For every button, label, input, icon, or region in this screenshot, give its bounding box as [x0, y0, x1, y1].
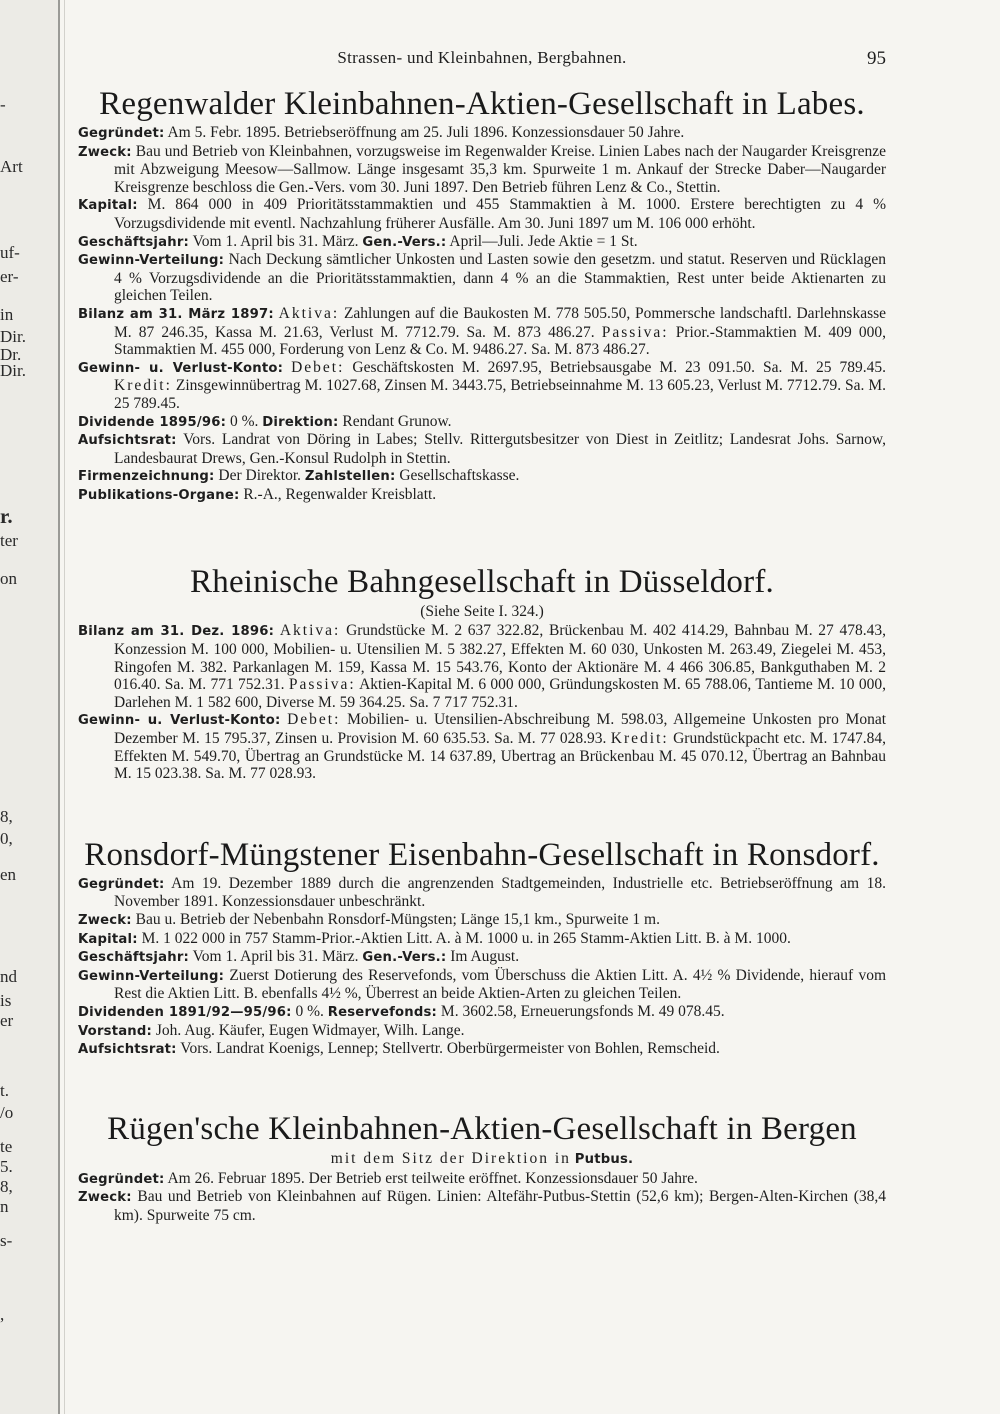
company-subtitle: (Siehe Seite I. 324.) [420, 603, 544, 621]
company-title: Rügen'sche Kleinbahnen-Aktien-Gesellschaft in Bergen [107, 1110, 857, 1147]
running-title: Strassen- und Kleinbahnen, Bergbahnen. [337, 48, 627, 67]
margin-fragment: t. [0, 1081, 9, 1100]
margin-fragment: te [0, 1137, 13, 1156]
entry-gewinn-verlust-konto: Gewinn- u. Verlust-Konto: Debet: Geschäftskosten M. 2697.95, Betriebsausgabe M. 23 091.50. Sa. M. 25 789.45. Kredit: Zinsgewinnübertrag M. 1027.68, Zinsen M. 3443.75, Betriebseinnahme M. 13 605.23, Verlust M. 7712.79. Sa. M. 25 789.45. [78, 358, 887, 412]
entry-kapital: Kapital: M. 1 022 000 in 757 Stamm-Prior.-Aktien Litt. A. à M. 1000 u. in 265 Stamm-Aktien Litt. B. à M. 1000. [78, 929, 791, 947]
entry-gegruendet: Gegründet: Am 26. Februar 1895. Der Betrieb erst teilweite eröffnet. Konzessionsdauer 50 Jahre. [78, 1169, 698, 1187]
company-entry-ruegen [78, 1109, 886, 1225]
entry-zweck: Zweck: Bau und Betrieb von Kleinbahnen auf Rügen. Linien: Altefähr-Putbus-Stettin (52,6 km); Bergen-Alten-Kirchen (38,4 km). Spurweite 75 cm. [78, 1188, 887, 1224]
entry-vorstand: Vorstand: Joh. Aug. Käufer, Eugen Widmayer, Wilh. Lange. [78, 1021, 465, 1039]
entry-zweck: Zweck: Bau u. Betrieb der Nebenbahn Ronsdorf-Müngsten; Länge 15,1 km., Spurweite 1 m. [78, 911, 660, 928]
page-content [78, 84, 886, 1225]
entry-bilanz: Bilanz am 31. März 1897: Aktiva: Zahlungen auf die Baukosten M. 778 505.50, Pommersche landschaftl. Darlehnskasse M. 87 246.35, Kassa M. 21.63, Verlust M. 7712.79. Sa. M. 873 486.27. Passiva: Prior.-Stammaktien M. 409 000, Stammaktien M. 455 000, Forderung von Lenz & Co. M. 9486.27. Sa. M. 873 486.27. [78, 304, 887, 359]
margin-fragment: s- [0, 1231, 13, 1250]
margin-fragment: ter [0, 531, 18, 550]
margin-fragment: r. [0, 504, 13, 528]
entry-publikations-organe: Publikations-Organe: R.-A., Regenwalder Kreisblatt. [78, 485, 437, 503]
margin-fragment: Dir. [0, 361, 26, 380]
entry-gewinn-verteilung: Gewinn-Verteilung: Nach Deckung sämtlicher Unkosten und Lasten sowie den gesetzm. und statut. Reserven und Rücklagen 4 % Vorzugsdividende an die Prioritätsstammaktien, dann 4 % an die Stammaktien, Rest unter beide Aktienarten zu gleichen Teilen. [78, 251, 886, 305]
company-entry-rheinische [78, 562, 886, 782]
entry-gegruendet: Gegründet: Am 19. Dezember 1889 durch die angrenzenden Stadtgemeinden, Industrielle etc. Betriebseröffnung am 18. November 1891. Konzessionsdauer unbeschränkt. [78, 874, 886, 911]
margin-fragment: er- [0, 267, 19, 286]
entry-dividende: Dividende 1895/96: 0 %. Direktion: Rendant Grunow. [78, 412, 452, 430]
company-title: Regenwalder Kleinbahnen-Aktien-Gesellschaft in Labes. [99, 86, 865, 122]
margin-fragment: - [0, 95, 6, 114]
margin-fragment: , [0, 1305, 5, 1324]
margin-fragment: en [0, 865, 17, 884]
gutter-divider-shadow [64, 0, 65, 1414]
margin-fragment: n [0, 1197, 9, 1216]
entry-bilanz: Bilanz am 31. Dez. 1896: Aktiva: Grundstücke M. 2 637 322.82, Brückenbau M. 402 414.29, Bahnbau M. 27 478.43, Konzession M. 100 000, Mobilien- u. Utensilien M. 5 382.27, Effekten M. 60 030, Unkosten M. 263.49, Ziegelei M. 453, Ringofen M. 382. Parkanlagen M. 159, Kassa M. 15 543.76, Konto der Aktionäre M. 4 466 306.85, Bankguthaben M. 2 016.40. Sa. M. 771 752.31. Passiva: Aktien-Kapital M. 6 000 000, Gründungskosten M. 65 788.06, Tantieme M. 10 000, Darlehen M. 1 582 600, Diverse M. 59 364.25. Sa. 7 717 752.31. [78, 622, 887, 711]
margin-fragment: nd [0, 967, 17, 986]
gutter-divider [58, 0, 60, 1414]
entry-dividenden: Dividenden 1891/92—95/96: 0 %. Reservefonds: M. 3602.58, Erneuerungsfonds M. 49 078.45. [78, 1002, 725, 1020]
margin-fragment: /o [0, 1103, 14, 1122]
margin-fragment: Dr. [0, 345, 22, 364]
page-number: 95 [867, 48, 886, 69]
margin-fragment: 8, [0, 807, 13, 826]
company-title: Rheinische Bahngesellschaft in Düsseldorf. [190, 564, 774, 601]
entry-kapital: Kapital: M. 864 000 in 409 Prioritätsstammaktien und 455 Stammaktien à M. 1000. Erstere berechtigten zu 4 % Vorzugsdividende mit eventl. Nachzahlung früherer Ausfälle. Am 30. Juni 1897 um M. 106 000 erhöht. [78, 196, 887, 232]
left-gutter-previous-page [0, 0, 58, 1414]
company-title: Ronsdorf-Müngstener Eisenbahn-Gesellschaft in Ronsdorf. [84, 836, 880, 873]
entry-geschaeftsjahr: Geschäftsjahr: Vom 1. April bis 31. März. Gen.-Vers.: April—Juli. Jede Aktie = 1 St. [78, 232, 638, 250]
entry-firmenzeichnung: Firmenzeichnung: Der Direktor. Zahlstellen: Gesellschaftskasse. [78, 467, 520, 485]
entry-gewinn-verlust-konto: Gewinn- u. Verlust-Konto: Debet: Mobilien- u. Utensilien-Abschreibung M. 598.03, Allgemeine Unkosten pro Monat Dezember M. 15 795.37, Zinsen u. Provision M. 60 635.53. Sa. M. 77 028.93. Kredit: Grundstückpacht etc. M. 1747.84, Effekten M. 549.70, Übertrag an Grundstücke M. 14 637.89, Ubertrag an Brückenbau M. 45 070.12, Übertrag an Bahnbau M. 15 023.38. Sa. M. 77 028.93. [78, 711, 887, 783]
margin-fragment: 5. [0, 1157, 13, 1176]
company-subtitle: mit dem Sitz der Direktion in Putbus. [330, 1149, 634, 1167]
margin-fragment: is [0, 991, 12, 1010]
entry-aufsichtsrat: Aufsichtsrat: Vors. Landrat von Döring in Labes; Stellv. Rittergutsbesitzer von Diest in Zeitlitz; Landesrat Johs. Sarnow, Landesbaurat Drews, Gen.-Konsul Rudolph in Stettin. [78, 431, 886, 467]
margin-fragment: 0, [0, 829, 13, 848]
entry-gewinn-verteilung: Gewinn-Verteilung: Zuerst Dotierung des Reservefonds, vom Überschuss die Aktien Litt. A. 4½ % Dividende, hierauf vom Rest die Aktien Litt. B. ebenfalls 4½ %, Überrest an beide Aktien-Arten zu gleichen Teilen. [78, 966, 887, 1003]
entry-aufsichtsrat: Aufsichtsrat: Vors. Landrat Koenigs, Lennep; Stellvertr. Oberbürgermeister von Bohlen, Remscheid. [78, 1040, 720, 1058]
company-entry-ronsdorf [78, 835, 886, 1059]
entry-geschaeftsjahr: Geschäftsjahr: Vom 1. April bis 31. März. Gen.-Vers.: Im August. [78, 948, 520, 966]
margin-fragment: Art [0, 157, 23, 176]
entry-gegruendet: Gegründet: Am 5. Febr. 1895. Betriebseröffnung am 25. Juli 1896. Konzessionsdauer 50 Jahre. [78, 124, 685, 141]
margin-fragment: Dir. [0, 327, 26, 346]
entry-zweck: Zweck: Bau und Betrieb von Kleinbahnen, vorzugsweise im Regenwalder Kreise. Linien Labes nach der Naugarder Kreisgrenze mit Abzweigung Meesow—Sallmow. Länge insgesamt 35,3 km. Spurweite 1 m. Ankauf der Strecke Daber—Naugarder Kreisgrenze beschloss die Gen.-Vers. vom 30. Juni 1897. Den Betrieb führen Lenz & Co., Stettin. [78, 142, 886, 196]
margin-fragment: on [0, 569, 17, 588]
margin-fragment: 8, [0, 1177, 13, 1196]
company-entry-regenwalder [78, 84, 886, 504]
page-header [78, 48, 886, 74]
margin-fragment: uf- [0, 243, 20, 262]
margin-fragment: er [0, 1011, 14, 1030]
margin-fragment: in [0, 305, 14, 324]
